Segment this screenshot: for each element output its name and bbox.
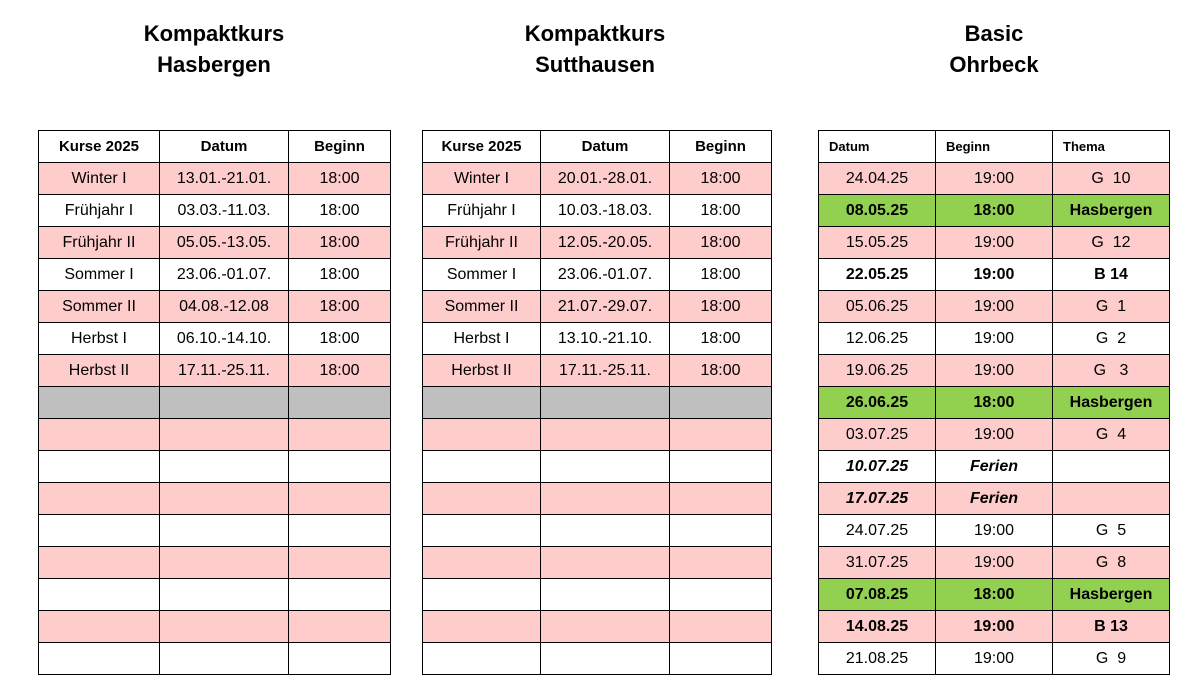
table-row (39, 355, 391, 387)
table-row (819, 227, 1170, 259)
date-cell: 08.05.25 (819, 195, 936, 227)
topic-cell: G 2 (1053, 323, 1170, 355)
table-row (819, 611, 1170, 643)
date-cell: 17.11.-25.11. (160, 355, 289, 387)
title-line: Ohrbeck (949, 52, 1039, 77)
table-row (819, 451, 1170, 483)
date-cell: 10.07.25 (819, 451, 936, 483)
table-header-row (819, 131, 1170, 163)
time-cell: 18:00 (670, 323, 772, 355)
table-row (819, 163, 1170, 195)
time-cell: 18:00 (670, 259, 772, 291)
time-cell: 18:00 (289, 323, 391, 355)
topic-cell: Hasbergen (1053, 195, 1170, 227)
separator-row (39, 387, 391, 419)
time-cell: 19:00 (936, 515, 1053, 547)
empty-row (39, 579, 391, 611)
date-cell: 17.07.25 (819, 483, 936, 515)
date-cell: 19.06.25 (819, 355, 936, 387)
time-cell: Ferien (936, 451, 1053, 483)
header-cell: Kurse 2025 (423, 131, 541, 163)
topic-cell: Hasbergen (1053, 579, 1170, 611)
time-cell: 18:00 (670, 291, 772, 323)
table-row (819, 387, 1170, 419)
table-row (819, 579, 1170, 611)
header-cell: Thema (1053, 131, 1170, 163)
topic-cell: Hasbergen (1053, 387, 1170, 419)
title-line: Hasbergen (157, 52, 271, 77)
title-basic-ohrbeck (894, 18, 1094, 80)
table-row (423, 227, 772, 259)
course-cell: Frühjahr II (423, 227, 541, 259)
table-row (39, 195, 391, 227)
empty-row (39, 451, 391, 483)
time-cell: 18:00 (936, 579, 1053, 611)
empty-row (423, 515, 772, 547)
topic-cell: G 3 (1053, 355, 1170, 387)
table-row (39, 163, 391, 195)
empty-row (423, 451, 772, 483)
table-row (819, 355, 1170, 387)
table-row (819, 515, 1170, 547)
time-cell: 18:00 (670, 227, 772, 259)
empty-row (39, 643, 391, 675)
time-cell: 18:00 (936, 195, 1053, 227)
table-header-row (39, 131, 391, 163)
table-row (423, 163, 772, 195)
course-cell: Sommer I (39, 259, 160, 291)
date-cell: 07.08.25 (819, 579, 936, 611)
topic-cell: G 8 (1053, 547, 1170, 579)
topic-cell: B 13 (1053, 611, 1170, 643)
empty-row (39, 483, 391, 515)
title-kompaktkurs-hasbergen (114, 18, 314, 80)
time-cell: 19:00 (936, 163, 1053, 195)
empty-row (39, 611, 391, 643)
date-cell: 14.08.25 (819, 611, 936, 643)
topic-cell: G 4 (1053, 419, 1170, 451)
date-cell: 03.03.-11.03. (160, 195, 289, 227)
title-kompaktkurs-sutthausen (495, 18, 695, 80)
table-row (39, 259, 391, 291)
date-cell: 17.11.-25.11. (541, 355, 670, 387)
time-cell: 19:00 (936, 355, 1053, 387)
empty-row (423, 579, 772, 611)
time-cell: 19:00 (936, 547, 1053, 579)
sutthausen-course-table (422, 130, 772, 675)
date-cell: 15.05.25 (819, 227, 936, 259)
date-cell: 04.08.-12.08 (160, 291, 289, 323)
table-row (423, 195, 772, 227)
hasbergen-course-table (38, 130, 391, 675)
course-cell: Herbst I (423, 323, 541, 355)
date-cell: 21.07.-29.07. (541, 291, 670, 323)
title-line: Sutthausen (535, 52, 655, 77)
title-line: Kompaktkurs (143, 21, 285, 46)
table-row (423, 259, 772, 291)
time-cell: 19:00 (936, 291, 1053, 323)
course-cell: Winter I (423, 163, 541, 195)
date-cell: 23.06.-01.07. (160, 259, 289, 291)
date-cell: 12.05.-20.05. (541, 227, 670, 259)
table-row (39, 291, 391, 323)
table-row (819, 323, 1170, 355)
table-row (423, 355, 772, 387)
topic-cell (1053, 483, 1170, 515)
topic-cell: G 5 (1053, 515, 1170, 547)
date-cell: 12.06.25 (819, 323, 936, 355)
time-cell: 19:00 (936, 227, 1053, 259)
time-cell: 19:00 (936, 323, 1053, 355)
title-line: Kompaktkurs (524, 21, 666, 46)
header-cell: Datum (541, 131, 670, 163)
empty-row (423, 643, 772, 675)
date-cell: 26.06.25 (819, 387, 936, 419)
time-cell: 19:00 (936, 259, 1053, 291)
table-row (819, 483, 1170, 515)
course-cell: Herbst II (423, 355, 541, 387)
time-cell: 18:00 (936, 387, 1053, 419)
date-cell: 03.07.25 (819, 419, 936, 451)
date-cell: 13.01.-21.01. (160, 163, 289, 195)
table-row (39, 323, 391, 355)
empty-row (423, 483, 772, 515)
header-cell: Datum (819, 131, 936, 163)
table-row (423, 291, 772, 323)
course-cell: Sommer I (423, 259, 541, 291)
empty-row (39, 547, 391, 579)
table-row (819, 195, 1170, 227)
ohrbeck-basic-table (818, 130, 1170, 675)
header-cell: Beginn (936, 131, 1053, 163)
time-cell: 18:00 (670, 195, 772, 227)
time-cell: 18:00 (670, 355, 772, 387)
course-cell: Herbst I (39, 323, 160, 355)
header-cell: Beginn (670, 131, 772, 163)
date-cell: 05.06.25 (819, 291, 936, 323)
time-cell: 19:00 (936, 419, 1053, 451)
course-cell: Sommer II (423, 291, 541, 323)
header-cell: Datum (160, 131, 289, 163)
date-cell: 20.01.-28.01. (541, 163, 670, 195)
date-cell: 13.10.-21.10. (541, 323, 670, 355)
topic-cell: B 14 (1053, 259, 1170, 291)
separator-row (423, 387, 772, 419)
table-row (819, 547, 1170, 579)
course-cell: Frühjahr I (39, 195, 160, 227)
time-cell: 18:00 (289, 259, 391, 291)
topic-cell: G 10 (1053, 163, 1170, 195)
date-cell: 06.10.-14.10. (160, 323, 289, 355)
empty-row (423, 547, 772, 579)
course-cell: Winter I (39, 163, 160, 195)
table-row (39, 227, 391, 259)
course-cell: Herbst II (39, 355, 160, 387)
topic-cell (1053, 451, 1170, 483)
course-cell: Frühjahr I (423, 195, 541, 227)
course-cell: Sommer II (39, 291, 160, 323)
header-cell: Beginn (289, 131, 391, 163)
table-row (819, 291, 1170, 323)
date-cell: 31.07.25 (819, 547, 936, 579)
table-row (423, 323, 772, 355)
date-cell: 24.04.25 (819, 163, 936, 195)
time-cell: 19:00 (936, 643, 1053, 675)
time-cell: 19:00 (936, 611, 1053, 643)
empty-row (39, 419, 391, 451)
date-cell: 21.08.25 (819, 643, 936, 675)
time-cell: 18:00 (670, 163, 772, 195)
time-cell: 18:00 (289, 291, 391, 323)
table-header-row (423, 131, 772, 163)
table-row (819, 643, 1170, 675)
table-row (819, 259, 1170, 291)
date-cell: 23.06.-01.07. (541, 259, 670, 291)
course-cell: Frühjahr II (39, 227, 160, 259)
date-cell: 05.05.-13.05. (160, 227, 289, 259)
empty-row (423, 419, 772, 451)
table-row (819, 419, 1170, 451)
topic-cell: G 9 (1053, 643, 1170, 675)
time-cell: 18:00 (289, 195, 391, 227)
time-cell: 18:00 (289, 227, 391, 259)
date-cell: 22.05.25 (819, 259, 936, 291)
date-cell: 24.07.25 (819, 515, 936, 547)
topic-cell: G 12 (1053, 227, 1170, 259)
header-cell: Kurse 2025 (39, 131, 160, 163)
date-cell: 10.03.-18.03. (541, 195, 670, 227)
time-cell: 18:00 (289, 355, 391, 387)
empty-row (39, 515, 391, 547)
time-cell: 18:00 (289, 163, 391, 195)
title-line: Basic (964, 21, 1024, 46)
empty-row (423, 611, 772, 643)
time-cell: Ferien (936, 483, 1053, 515)
topic-cell: G 1 (1053, 291, 1170, 323)
